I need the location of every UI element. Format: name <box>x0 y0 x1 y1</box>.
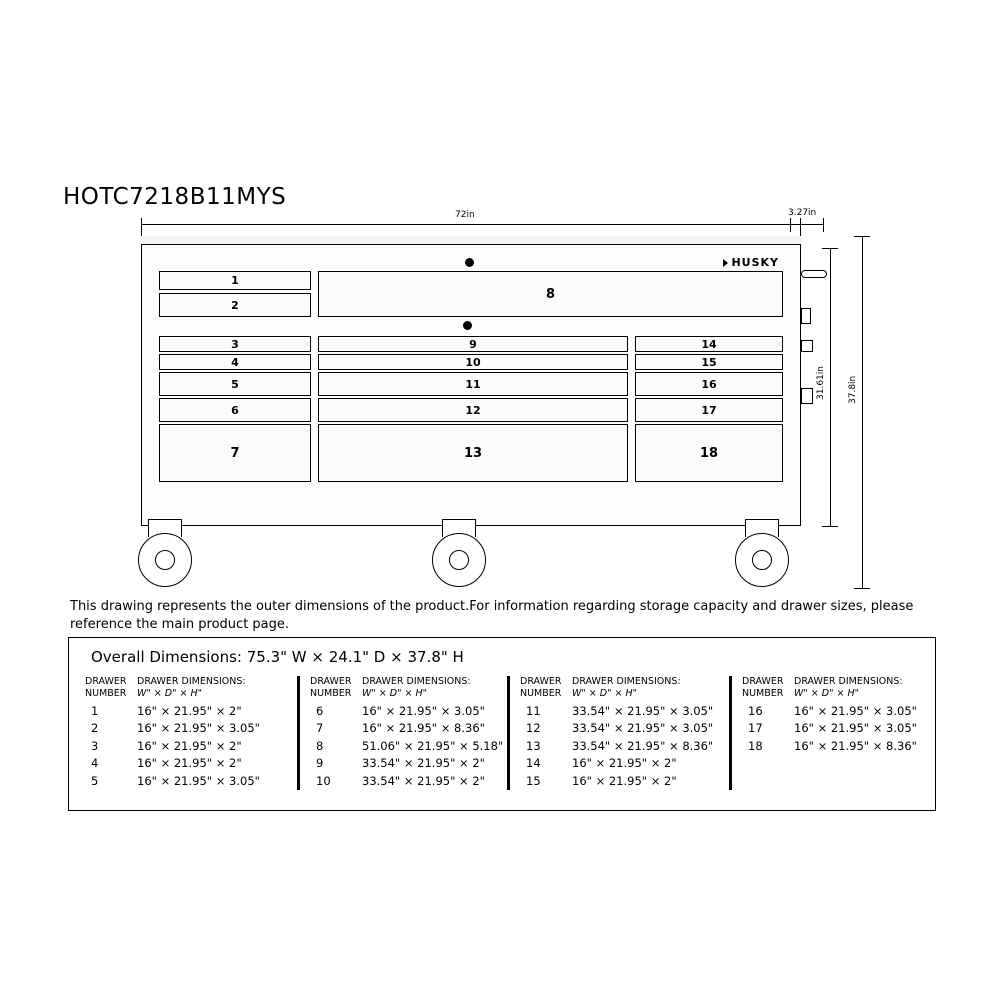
spec-columns <box>79 676 927 790</box>
spec-table <box>68 637 936 811</box>
drawer-number: 12 <box>465 403 481 417</box>
drawer-5[interactable] <box>159 372 311 396</box>
drawer-dimension-cell: 16" × 21.95" × 3.05" <box>137 773 260 788</box>
drawer-number: 4 <box>231 355 239 369</box>
inner-height-tick-top <box>822 248 838 249</box>
drawer-number-cell: 3 <box>91 738 99 753</box>
drawer-7[interactable] <box>159 424 311 482</box>
drawer-number-cell: 2 <box>91 721 99 736</box>
table-row <box>520 703 729 720</box>
drawer-number-cell: 5 <box>91 773 99 788</box>
drawer-dimension-cell: 16" × 21.95" × 2" <box>137 703 242 718</box>
drawer-number: 1 <box>231 274 239 287</box>
header-dim-line2: W" × D" × H" <box>794 687 859 699</box>
side-latch-middle <box>801 340 813 352</box>
depth-dimension-line <box>790 224 824 225</box>
table-row <box>85 720 297 737</box>
width-dimension-tick-left <box>141 218 142 236</box>
drawer-number-cell: 16 <box>748 703 763 718</box>
logo-bolt-icon <box>723 259 728 267</box>
drawer-dimension-cell: 33.54" × 21.95" × 3.05" <box>572 721 714 736</box>
table-row <box>520 720 729 737</box>
inner-height-dimension-line <box>830 248 831 526</box>
header-number-line1: DRAWER <box>85 676 127 687</box>
table-row <box>85 755 297 772</box>
width-dimension-tick-right <box>800 218 801 236</box>
inner-height-label: 31.61in <box>816 366 826 400</box>
caster-hub <box>752 550 772 570</box>
table-row <box>520 773 729 790</box>
drawer-3[interactable] <box>159 336 311 352</box>
spec-column-header <box>85 676 297 700</box>
drawer-number: 14 <box>701 337 717 351</box>
drawer-6[interactable] <box>159 398 311 422</box>
drawer-number: 10 <box>465 355 481 369</box>
drawer-number-cell: 8 <box>316 738 324 753</box>
caster-hub <box>449 550 469 570</box>
drawer-number-cell: 6 <box>316 703 324 718</box>
drawer-1[interactable] <box>159 271 311 290</box>
lock-icon-top[interactable] <box>465 258 474 267</box>
drawer-dimension-cell: 16" × 21.95" × 2" <box>137 756 242 771</box>
brand-logo <box>723 256 779 269</box>
header-dim-line2: W" × D" × H" <box>137 687 202 699</box>
drawer-dimension-cell: 33.54" × 21.95" × 3.05" <box>572 703 714 718</box>
inner-height-tick-bottom <box>822 526 838 527</box>
drawer-number-cell: 7 <box>316 721 324 736</box>
table-row <box>310 773 507 790</box>
drawer-number: 2 <box>231 298 239 312</box>
drawer-dimension-cell: 16" × 21.95" × 2" <box>572 756 677 771</box>
table-row <box>310 703 507 720</box>
header-number-line2: NUMBER <box>742 687 784 699</box>
side-push-handle <box>801 270 827 278</box>
depth-dimension-label: 3.27in <box>788 208 817 218</box>
drawer-2[interactable] <box>159 293 311 317</box>
table-row <box>742 738 927 755</box>
drawer-number: 18 <box>699 445 719 461</box>
drawer-13[interactable] <box>318 424 628 482</box>
header-dim-line1: DRAWER DIMENSIONS: <box>362 676 471 687</box>
drawer-dimension-cell: 16" × 21.95" × 3.05" <box>362 703 485 718</box>
header-number-line2: NUMBER <box>85 687 127 699</box>
spec-column-2 <box>297 676 507 790</box>
depth-dimension-tick-left <box>790 218 791 232</box>
drawer-number-cell: 13 <box>526 738 541 753</box>
drawer-dimension-cell: 16" × 21.95" × 3.05" <box>794 721 917 736</box>
outer-height-tick-top <box>854 236 870 237</box>
table-row <box>520 738 729 755</box>
drawer-dimension-cell: 51.06" × 21.95" × 5.18" <box>362 738 504 753</box>
spec-column-1 <box>79 676 297 790</box>
drawer-number-cell: 15 <box>526 773 541 788</box>
drawer-number-cell: 1 <box>91 703 99 718</box>
overall-dimensions: Overall Dimensions: 75.3" W × 24.1" D × 37.8" H <box>91 648 464 666</box>
drawer-number: 8 <box>545 286 556 302</box>
drawer-4[interactable] <box>159 354 311 370</box>
drawer-dimension-cell: 16" × 21.95" × 8.36" <box>362 721 485 736</box>
table-row <box>520 755 729 772</box>
drawer-number: 9 <box>469 337 477 351</box>
header-dim-line2: W" × D" × H" <box>572 687 637 699</box>
header-dim-line2: W" × D" × H" <box>362 687 427 699</box>
drawer-number-cell: 4 <box>91 756 99 771</box>
drawer-number: 3 <box>231 337 239 351</box>
drawer-number-cell: 17 <box>748 721 763 736</box>
drawer-dimension-cell: 16" × 21.95" × 3.05" <box>794 703 917 718</box>
header-dim-line1: DRAWER DIMENSIONS: <box>137 676 246 687</box>
outer-height-dimension-line <box>862 236 863 588</box>
drawer-number-cell: 12 <box>526 721 541 736</box>
brand-name: HUSKY <box>731 256 779 269</box>
drawer-number: 17 <box>701 403 717 417</box>
cabinet-worktop <box>141 236 801 245</box>
drawer-number: 7 <box>230 445 240 461</box>
drawer-9[interactable] <box>318 336 628 352</box>
drawer-number-cell: 11 <box>526 703 541 718</box>
spec-column-header <box>310 676 507 700</box>
table-row <box>310 738 507 755</box>
drawer-dimension-cell: 16" × 21.95" × 3.05" <box>137 721 260 736</box>
spec-column-3 <box>507 676 729 790</box>
lock-icon-middle[interactable] <box>463 321 472 330</box>
header-dim-line1: DRAWER DIMENSIONS: <box>572 676 681 687</box>
header-number-line2: NUMBER <box>520 687 562 699</box>
drawer-8[interactable] <box>318 271 783 317</box>
drawer-number: 16 <box>701 377 717 391</box>
spec-column-header <box>742 676 927 700</box>
table-row <box>742 720 927 737</box>
outer-height-label: 37.8in <box>848 375 858 404</box>
header-number-line1: DRAWER <box>310 676 352 687</box>
drawer-dimension-cell: 16" × 21.95" × 2" <box>572 773 677 788</box>
drawer-number-cell: 14 <box>526 756 541 771</box>
drawer-number: 13 <box>463 445 483 461</box>
table-row <box>742 703 927 720</box>
drawer-number: 15 <box>701 355 717 369</box>
spec-column-4 <box>729 676 927 790</box>
drawer-number-cell: 18 <box>748 738 763 753</box>
drawer-dimension-cell: 16" × 21.95" × 2" <box>137 738 242 753</box>
table-row <box>85 773 297 790</box>
drawer-14[interactable] <box>635 336 783 352</box>
depth-dimension-tick-right <box>823 218 824 232</box>
drawing-note: This drawing represents the outer dimensions of the product.For information regarding storage capacity and drawer sizes, please reference the main product page. <box>70 599 914 632</box>
drawer-number: 6 <box>231 403 239 417</box>
drawer-dimension-cell: 33.54" × 21.95" × 2" <box>362 756 485 771</box>
header-dim-line1: DRAWER DIMENSIONS: <box>794 676 903 687</box>
side-latch-upper <box>801 308 811 324</box>
drawer-12[interactable] <box>318 398 628 422</box>
drawer-number: 11 <box>465 377 481 391</box>
width-dimension-line <box>141 224 801 225</box>
caster-hub <box>155 550 175 570</box>
drawer-number: 5 <box>231 377 239 391</box>
header-number-line2: NUMBER <box>310 687 352 699</box>
side-latch-lower <box>801 388 813 404</box>
drawer-dimension-cell: 16" × 21.95" × 8.36" <box>794 738 917 753</box>
tool-chest-drawing <box>141 236 801 526</box>
drawer-11[interactable] <box>318 372 628 396</box>
drawer-17[interactable] <box>635 398 783 422</box>
drawer-dimension-cell: 33.54" × 21.95" × 8.36" <box>572 738 714 753</box>
table-row <box>310 720 507 737</box>
width-dimension-label: 72in <box>455 210 475 220</box>
drawer-16[interactable] <box>635 372 783 396</box>
table-row <box>85 703 297 720</box>
drawer-18[interactable] <box>635 424 783 482</box>
drawer-15[interactable] <box>635 354 783 370</box>
outer-height-tick-bottom <box>854 588 870 589</box>
drawer-number-cell: 10 <box>316 773 331 788</box>
page-title: HOTC7218B11MYS <box>63 184 287 210</box>
table-row <box>85 738 297 755</box>
table-row <box>310 755 507 772</box>
header-number-line1: DRAWER <box>742 676 784 687</box>
header-number-line1: DRAWER <box>520 676 562 687</box>
drawer-number-cell: 9 <box>316 756 324 771</box>
spec-column-header <box>520 676 729 700</box>
drawer-dimension-cell: 33.54" × 21.95" × 2" <box>362 773 485 788</box>
drawer-10[interactable] <box>318 354 628 370</box>
